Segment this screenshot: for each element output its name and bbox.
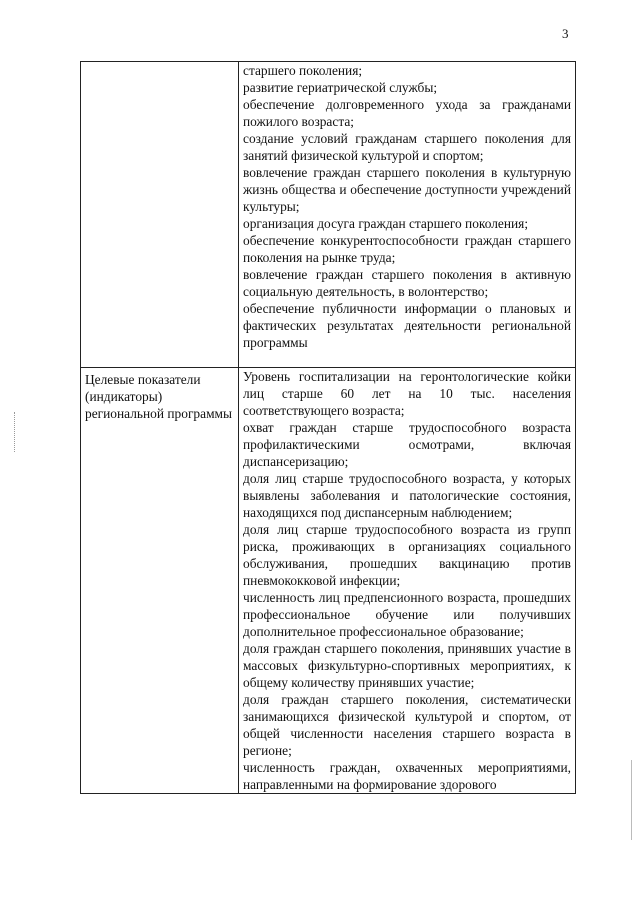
list-item: численность граждан, охваченных мероприятиями, направленными на формирование здорового — [243, 760, 571, 792]
list-item: развитие гериатрической службы; — [243, 80, 438, 95]
list-item: доля лиц старше трудоспособного возраста, у которых выявлены заболевания и патологические состояния, находящихся под диспансерным наблюдением; — [243, 471, 571, 520]
list-item: создание условий гражданам старшего поколения для занятий физической культурой и спортом; — [243, 131, 571, 163]
page-number: 3 — [562, 26, 569, 41]
list-item: обеспечение долговременного ухода за гражданами пожилого возраста; — [243, 97, 571, 129]
row1-right-cell — [239, 62, 576, 368]
row2-left-cell — [81, 368, 239, 794]
list-item: старшего поколения; — [243, 63, 363, 78]
list-item: вовлечение граждан старшего поколения в активную социальную деятельность, в волонтерство; — [243, 267, 571, 299]
list-item: Уровень госпитализации на геронтологические койки лиц старше 60 лет на 10 тыс. населения соответствующего возраста; — [243, 369, 571, 418]
list-item: численность лиц предпенсионного возраста, прошедших профессиональное обучение или получивших дополнительное профессиональное образование; — [243, 590, 571, 639]
table-row — [81, 62, 576, 368]
scan-edge-line — [631, 760, 632, 840]
list-item: охват граждан старше трудоспособного возраста профилактическими осмотрами, включая диспансеризацию; — [243, 420, 571, 469]
row2-right-cell — [239, 368, 576, 794]
list-item: вовлечение граждан старшего поколения в культурную жизнь общества и обеспечение доступности учреждений культуры; — [243, 165, 571, 214]
list-item: организация досуга граждан старшего поколения; — [243, 216, 529, 231]
list-item: доля граждан старшего поколения, принявших участие в массовых физкультурно-спортивных мероприятиях, к общему количеству принявших участие; — [243, 641, 571, 690]
table-row — [81, 368, 576, 794]
program-passport-table — [80, 61, 576, 794]
scan-margin-mark — [14, 412, 25, 452]
list-item: обеспечение публичности информации о плановых и фактических результатах деятельности региональной программы — [243, 301, 571, 350]
row1-left-cell — [81, 62, 239, 368]
list-item: доля граждан старшего поколения, систематически занимающихся физической культурой и спортом, от общей численности населения старшего возраста в регионе; — [243, 692, 571, 758]
row2-left-label: Целевые показатели (индикаторы) региональной программы — [85, 372, 233, 421]
list-item: доля лиц старше трудоспособного возраста из групп риска, проживающих в организациях социального обслуживания, прошедших вакцинацию против пневмококковой инфекции; — [243, 522, 571, 588]
list-item: обеспечение конкурентоспособности граждан старшего поколения на рынке труда; — [243, 233, 571, 265]
